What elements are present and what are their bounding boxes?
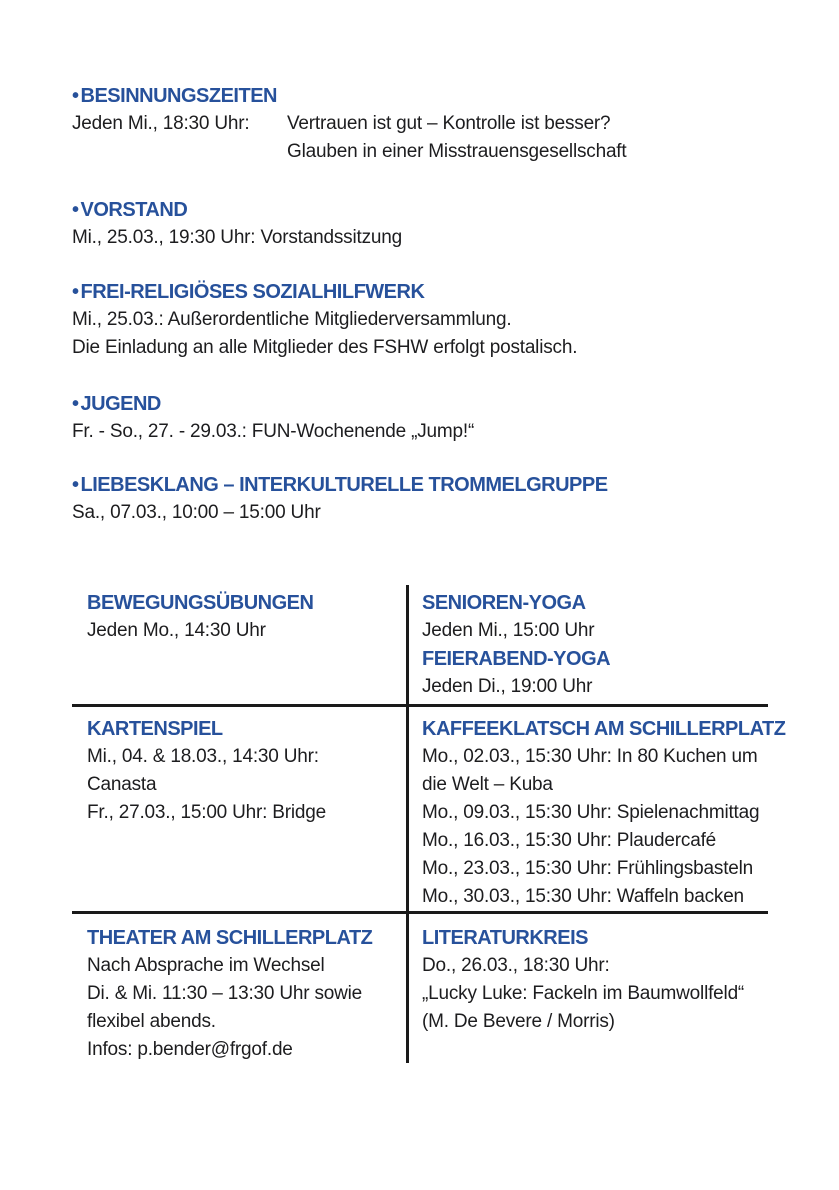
table-column-divider [406,585,409,1063]
bullet-icon: • [72,393,79,415]
literaturkreis-line: „Lucky Luke: Fackeln im Baumwollfeld“ [422,983,745,1004]
besinnungszeiten-topic-line: Vertrauen ist gut – Kontrolle ist besser? [287,113,611,134]
literaturkreis-line: (M. De Bevere / Morris) [422,1011,615,1032]
bullet-icon: • [72,281,79,303]
cell-kartenspiel [87,715,326,827]
bullet-icon: • [72,199,79,221]
sozialhilfwerk-line: Die Einladung an alle Mitglieder des FSHW erfolgt postalisch. [72,337,578,358]
section-title-liebesklang: • LIEBESKLANG – INTERKULTURELLE TROMMELGRUPPE [72,474,608,496]
kartenspiel-line: Canasta [87,774,157,795]
senioren-yoga-line: Jeden Mi., 15:00 Uhr [422,620,595,641]
feierabend-yoga-line: Jeden Di., 19:00 Uhr [422,676,593,697]
section-title-jugend: • JUGEND [72,393,161,415]
cell-title-kaffeeklatsch: KAFFEEKLATSCH AM SCHILLERPLATZ [422,718,786,740]
theater-line: Di. & Mi. 11:30 – 13:30 Uhr sowie [87,983,363,1004]
kaffeeklatsch-line: Mo., 09.03., 15:30 Uhr: Spielenachmittag [422,802,760,823]
table-row-divider-1 [72,704,768,707]
kaffeeklatsch-line: Mo., 02.03., 15:30 Uhr: In 80 Kuchen um [422,746,758,767]
section-liebesklang [72,471,608,527]
cell-title-bewegungsuebungen: BEWEGUNGSÜBUNGEN [87,592,314,614]
section-title-sozialhilfwerk: • FREI-RELIGIÖSES SOZIALHILFWERK [72,281,425,303]
liebesklang-line: Sa., 07.03., 10:00 – 15:00 Uhr [72,502,321,523]
theater-line: Nach Absprache im Wechsel [87,955,325,976]
cell-theater [87,924,372,1064]
sozialhilfwerk-line: Mi., 25.03.: Außerordentliche Mitgliederversammlung. [72,309,512,330]
cell-title-senioren-yoga: SENIOREN-YOGA [422,592,586,614]
bewegungsuebungen-line: Jeden Mo., 14:30 Uhr [87,620,266,641]
section-vorstand [72,196,402,252]
jugend-line: Fr. - So., 27. - 29.03.: FUN-Wochenende „Jump!“ [72,421,475,442]
besinnungszeiten-topic [287,110,626,166]
cell-literaturkreis [422,924,744,1036]
cell-title-feierabend-yoga: FEIERABEND-YOGA [422,648,611,670]
kartenspiel-line: Fr., 27.03., 15:00 Uhr: Bridge [87,802,327,823]
bullet-icon: • [72,85,79,107]
section-besinnungszeiten [72,82,277,110]
vorstand-line: Mi., 25.03., 19:30 Uhr: Vorstandssitzung [72,227,402,248]
section-jugend [72,390,474,446]
cell-title-theater: THEATER AM SCHILLERPLATZ [87,927,373,949]
kaffeeklatsch-line: Mo., 16.03., 15:30 Uhr: Plaudercafé [422,830,717,851]
cell-kaffeeklatsch [422,715,786,911]
kartenspiel-line: Mi., 04. & 18.03., 14:30 Uhr: [87,746,319,767]
cell-yoga [422,589,610,701]
section-title-vorstand: • VORSTAND [72,199,188,221]
literaturkreis-line: Do., 26.03., 18:30 Uhr: [422,955,610,976]
kaffeeklatsch-line: Mo., 30.03., 15:30 Uhr: Waffeln backen [422,886,744,907]
table-row-divider-2 [72,911,768,914]
theater-line: flexibel abends. [87,1011,216,1032]
kaffeeklatsch-line: Mo., 23.03., 15:30 Uhr: Frühlingsbasteln [422,858,754,879]
besinnungszeiten-time-label: Jeden Mi., 18:30 Uhr: [72,113,250,134]
cell-title-literaturkreis: LITERATURKREIS [422,927,588,949]
cell-bewegungsuebungen [87,589,313,645]
kaffeeklatsch-line: die Welt – Kuba [422,774,553,795]
section-title-besinnungszeiten: • BESINNUNGSZEITEN [72,85,277,107]
cell-title-kartenspiel: KARTENSPIEL [87,718,223,740]
bullet-icon: • [72,474,79,496]
theater-contact-email-line: Infos: p.bender@frgof.de [87,1039,293,1060]
besinnungszeiten-topic-line: Glauben in einer Misstrauensgesellschaft [287,141,627,162]
section-sozialhilfwerk [72,278,577,362]
